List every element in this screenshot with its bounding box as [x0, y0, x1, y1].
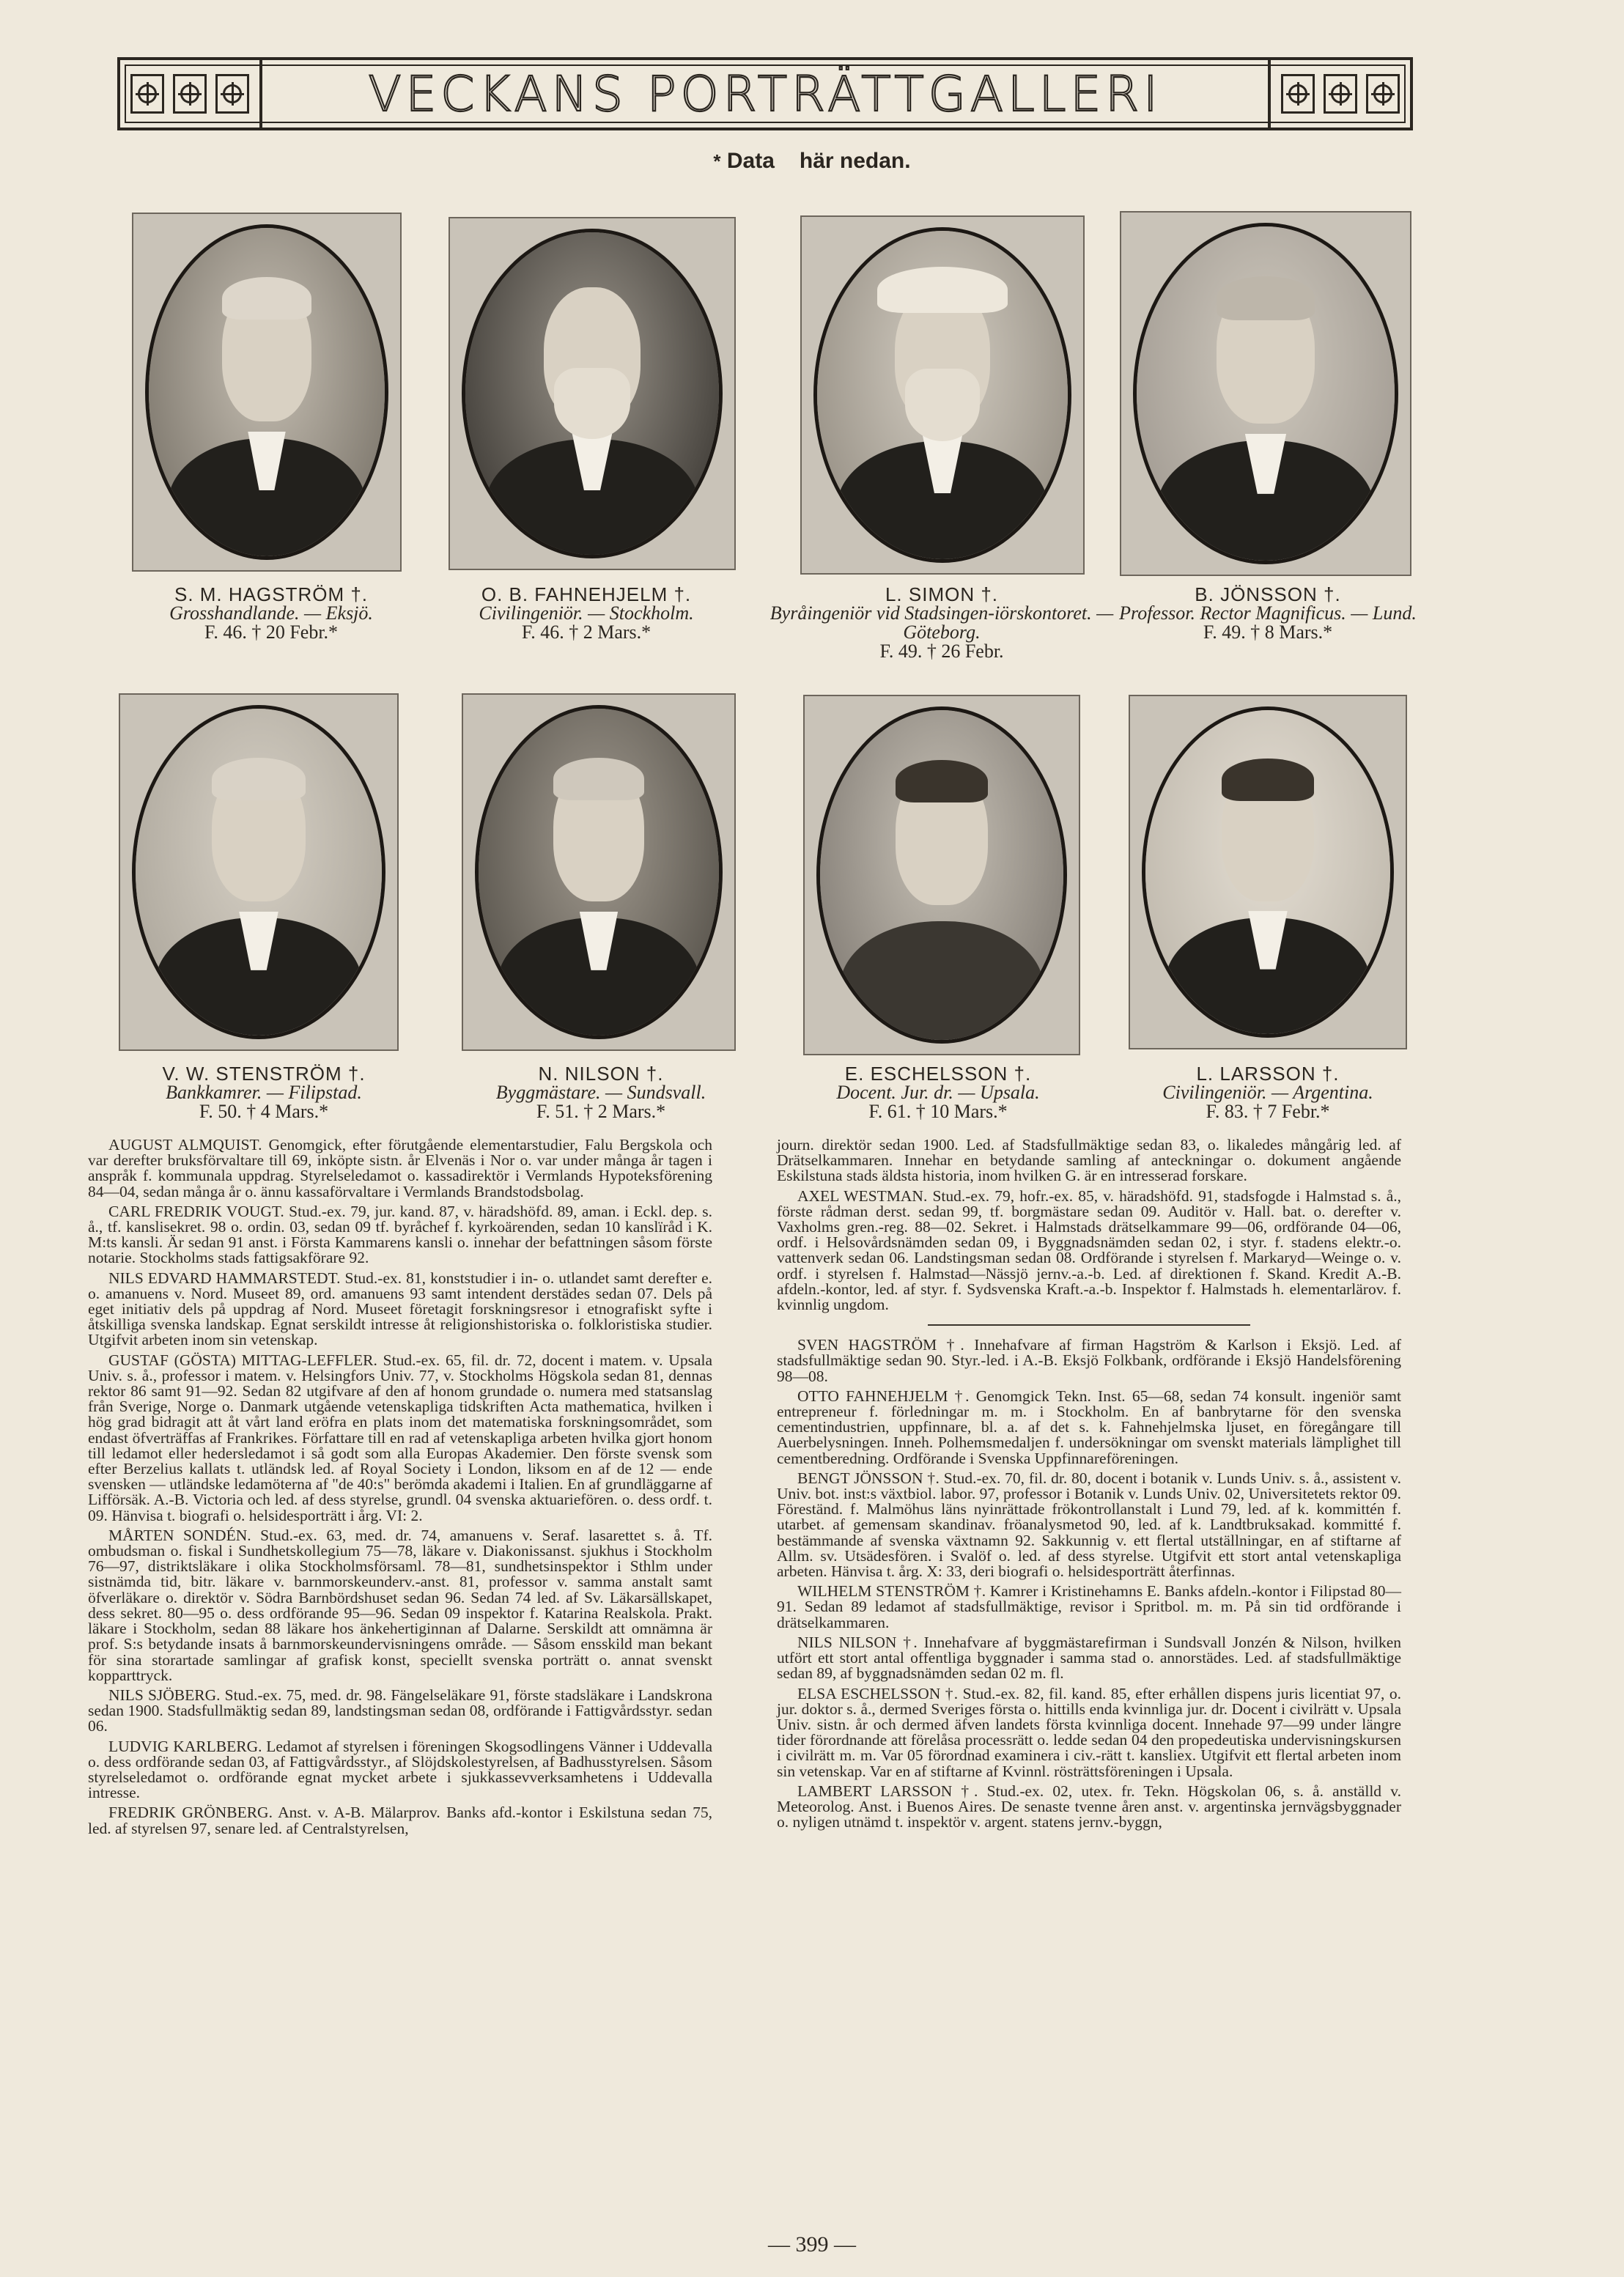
portrait-caption-4 [1107, 585, 1429, 642]
portrait-name: S. M. HAGSTRÖM †. [174, 583, 369, 605]
portrait-caption-2 [425, 585, 748, 642]
portrait-photo-1 [132, 213, 402, 572]
right-column [777, 1137, 1401, 1834]
portrait-name: O. B. FAHNEHJELM †. [481, 583, 692, 605]
subtitle-star: * [713, 150, 721, 172]
portrait-photo-3 [800, 215, 1085, 575]
portrait-dates: F. 49. † 26 Febr. [879, 641, 1004, 662]
obituary-paragraph: SVEN HAGSTRÖM †. Innehafvare af firman Hagström & Karlson i Eksjö. Led. af stadsfullmäktige sedan 90. Styr.-led. i A.-B. Eksjö Folkbank, ordförande i Eksjö Handelsförening 98—08. [777, 1336, 1401, 1385]
obituary-paragraph: NILS NILSON †. Innehafvare af byggmästarefirman i Sundsvall Jonzén & Nilson, hvilken utfört ett stort antal offentliga byggnader i samma stad o. annorstädes. Led. af stadsfullmäktige sedan 89, af byggnadsnämden sedan 02 m. fl. [777, 1633, 1401, 1683]
biography-paragraph: FREDRIK GRÖNBERG. Anst. v. A-B. Mälarprov. Banks afd.-kontor i Eskilstuna sedan 75, led. af styrelsen 97, senare led. af Centralstyrelsen, [88, 1804, 712, 1837]
portrait-role: Professor. Rector Magnificus. — Lund. [1119, 602, 1417, 624]
portrait-role: Docent. Jur. dr. — Upsala. [836, 1082, 1040, 1103]
portrait-name: L. SIMON †. [885, 583, 999, 605]
portrait-caption-8 [1107, 1064, 1429, 1121]
biography-paragraph: CARL FREDRIK VOUGT. Stud.-ex. 79, jur. kand. 87, v. häradshöfd. 89, aman. i Eckl. dep. s. å., tf. kanslisekret. 98 o. ordin. 03, sedan 09 tf. byråchef f. kyrkoärenden, sedan 10 kanslïråd i K. M:ts kansli. Är sedan 91 anst. i Första Kammarens kansli o. innehar der befattningen såsom förste notarie. Stockholms stads fattigsakförare 92. [88, 1202, 712, 1267]
ornament-icon [173, 74, 207, 114]
subtitle-right: här nedan. [799, 149, 911, 173]
portrait-dates: F. 83. † 7 Febr.* [1206, 1101, 1330, 1122]
biography-paragraph: NILS SJÖBERG. Stud.-ex. 75, med. dr. 98. Fängelseläkare 91, förste stadsläkare i Landskrona sedan 1900. Stadsfullmäktig sedan 89, landstingsman sedan 08, ordförande i Fattigvårdsstyr. sedan 06. [88, 1686, 712, 1735]
portrait-caption-7 [777, 1064, 1099, 1121]
ornament-group-right [1268, 60, 1410, 128]
portrait-photo-6 [462, 693, 736, 1051]
portrait-name: E. ESCHELSSON †. [844, 1063, 1032, 1085]
portrait-caption-1 [110, 585, 432, 642]
ornament-icon [1281, 74, 1315, 114]
ornament-icon [215, 74, 249, 114]
subtitle-left: Data [726, 149, 775, 173]
obituary-paragraph: LAMBERT LARSSON †. Stud.-ex. 02, utex. fr. Tekn. Högskolan 06, s. å. anställd v. Meteorolog. Anst. i Buenos Aires. De senaste tvenne åren anst. v. argentinska jernvägsbyggnader o. nyligen utnämd t. inspektör v. argent. statens jernv.-byggn, [777, 1782, 1401, 1831]
portrait-dates: F. 50. † 4 Mars.* [199, 1101, 329, 1122]
portrait-dates: F. 51. † 2 Mars.* [536, 1101, 666, 1122]
portrait-dates: F. 49. † 8 Mars.* [1203, 621, 1333, 643]
obituary-paragraph: OTTO FAHNEHJELM †. Genomgick Tekn. Inst. 65—68, sedan 74 konsult. ingeniör samt entreprenеur f. förledningar m. m. i Stockholm. En af banbrytarne för den svenska cementindustrien, uppfinnare, bl. a. af det s. k. Fahnehjelmska ljuset, en föregångare till Auerbelysningen. Inneh. Polhemsmedaljen f. undersökningar om svenskt materials lämplighet till cementberedning. Ordförande i Svenska Uppfinnareföreningen. [777, 1387, 1401, 1467]
page-number: — 399 — [768, 2232, 856, 2256]
portrait-name: V. W. STENSTRÖM †. [162, 1063, 366, 1085]
portrait-role: Byråingeniör vid Stadsingen-iörskontoret. — Göteborg. [769, 602, 1114, 643]
biography-paragraph: LUDVIG KARLBERG. Ledamot af styrelsen i föreningen Skogsodlingens Vänner i Uddevalla o. dess ordförande sedan 03, af Fattigvårdsstyr., af Slöjdskolestyrelsen, af Badhusstyrelsen. Såsom styrelseledamot o. ordförande egnat mycket arbete i sjukkassevverksamhetens i Uddevalla intresse. [88, 1737, 712, 1802]
biography-paragraph: journ. direktör sedan 1900. Led. af Stadsfullmäktige sedan 83, o. likaledes mångårig led. af Drätselkammaren. Innehar en betydande samling af anteckningar o. dokument angående Eskilstuna stads äldsta historia, inom hvilken G. är en intresserad forskare. [777, 1136, 1401, 1185]
portrait-photo-2 [449, 217, 736, 570]
ornament-icon [1324, 74, 1357, 114]
portrait-caption-3 [769, 585, 1114, 661]
portrait-role: Grosshandlande. — Eksjö. [169, 602, 373, 624]
biography-paragraph: GUSTAF (GÖSTA) MITTAG-LEFFLER. Stud.-ex. 65, fil. dr. 72, docent i matem. v. Upsala Univ. s. å., professor i matem. v. Helsingfors Univ. 77, v. Stockholms Högskola sedan 81, dennas rektor 86 samt 91—92. Sedan 82 utgifvare af den af honom grundade o. numera med statsanslag från Sverige, Norge o. Danmark utgående vetenskapliga tidskriften Acta mathematica, hvilken i hög grad bidragit att åt vårt land eröfra en plats inom det matematiska forskningsområdet, som endast öfverträffas af Frankrikes. Författare till en rad af vetenskapliga arbeten hvilka gjort honom till ledamot eller hedersledamot i så godt som alla Europas Akademier. Den förste svensk som efter Berzelius kallats t. utländsk led. af Royal Society i London, liksom en af de 12 — ende svensken — utländske ledamöterna af "de 40:s" berömda akademi i Italien. En af grundläggarne af Lifförsäk. A.-B. Victoria och led. af dess styrelse, grundl. 04 svenska aktuariefören. o. dess ordf. t. 09. Hänvisa t. biografi o. helsidesporträtt i årg. VI: 2. [88, 1351, 712, 1524]
biography-paragraph: AXEL WESTMAN. Stud.-ex. 79, hofr.-ex. 85, v. häradshöfd. 91, stadsfogde i Halmstad s. å., förste rådman derst. sedan 99, tf. borgmästare sedan 09. Auditör v. Hall. bat. o. derefter v. Vaxholms gren.-reg. 88—02. Sekret. i Halmstads drätselkammare 99—06, ordförande 04—06, ordf. i Helsovårdsnämden sedan 09, i Byggnadsnämden sedan 02, i styr. f. stadens elektr.-o. vattenverk sedan 06. Landstingsman sedan 08. Ordförande i styrelsen f. Markaryd—Weinge o. v. ordf. i styrelsen f. Halmstad—Nässjö jernv.-a.-b. Led. af direktionen f. Skand. Kredit A.-B. afdeln.-kontor, led. af styr. f. Sydsvenska Kraft.-a.-b. Inspektor f. Halmstads h. elementarlärov. f. kvinnlig ungdom. [777, 1187, 1401, 1314]
portrait-photo-4 [1120, 211, 1411, 576]
portrait-dates: F. 61. † 10 Mars.* [868, 1101, 1008, 1122]
obituary-paragraph: WILHELM STENSTRÖM †. Kamrer i Kristinehamns E. Banks afdeln.-kontor i Filipstad 80—91. Sedan 89 ledamot af stadsfullmäktige, revisor i Spritbol. m. m. På sin tid ordförande i drätselkammaren. [777, 1582, 1401, 1631]
masthead-title: VECKANS PORTRÄTTGALLERI [368, 65, 1162, 122]
portrait-name: L. LARSSON †. [1196, 1063, 1340, 1085]
left-column [88, 1137, 712, 1841]
ornament-group-left [120, 60, 262, 128]
subtitle [0, 149, 1624, 174]
biography-paragraph: AUGUST ALMQUIST. Genomgick, efter förutgående elementarstudier, Falu Bergskola och var derefter bruksförvaltare till 69, inköpte sistn. år Elvenäs i Nor o. var under många år tagen i anspråk f. kommunala uppdrag. Styrelseledamot o. kassadirektör i Vermlands Hypoteksförening 84—04, sedan många år o. ännu kassaförvaltare i Vermlands Brandstodsbolag. [88, 1136, 712, 1200]
portrait-dates: F. 46. † 2 Mars.* [521, 621, 652, 643]
portrait-role: Byggmästare. — Sundsvall. [495, 1082, 706, 1103]
portrait-name: B. JÖNSSON †. [1195, 583, 1341, 605]
ornament-icon [1366, 74, 1400, 114]
portrait-role: Civilingeniör. — Stockholm. [479, 602, 694, 624]
obituary-paragraph: BENGT JÖNSSON †. Stud.-ex. 70, fil. dr. 80, docent i botanik v. Lunds Univ. s. å., assistent v. Univ. bot. inst:s växtbiol. labor. 97, professor i Botanik v. Lunds Univ. 02, Universitetets rektor 09. Föreständ. f. Malmöhus läns nyinrättade frökontrollanstalt i Lund 79, led. af k. kommittén f. utarbet. af gemensam skandinav. fröanalysmetod 90, led. af k. Landtbruksakad. kommitté f. bestämmande af svenska växtnamn 92. Sakkunnig v. ett flertal utställningar, en af stiftarne af Allm. sv. Utsädesfören. i Svalöf o. led. af dess styrelse. Utgifvit ett stort antal vetenskapliga arbeten. Hänvisa t. årg. X: 33, deri biografi o. helsidesporträtt återfinnas. [777, 1469, 1401, 1581]
portrait-name: N. NILSON †. [538, 1063, 664, 1085]
portrait-caption-5 [103, 1064, 425, 1121]
ornament-icon [130, 74, 164, 114]
biography-paragraph: NILS EDVARD HAMMARSTEDT. Stud.-ex. 81, konststudier i in- o. utlandet samt derefter e. o. amanuens v. Nord. Museet 89, ord. amanuens 93 samt intendent derstädes sedan 07. Dels på eget initiativ dels på uppdrag af Nord. Museet företagit forskningsresor i etnografiskt syfte i åtskilliga svenska landskap. Egnat serskildt intresse åt religionshistoriska o. folkloristiska studier. Utgifvit arbeten inom sin vetenskap. [88, 1269, 712, 1349]
portrait-role: Bankkamrer. — Filipstad. [166, 1082, 362, 1103]
biography-paragraph: MÅRTEN SONDÉN. Stud.-ex. 63, med. dr. 74, amanuens v. Seraf. lasarettet s. å. Tf. ombudsman o. fiskal i Sundhetskollegium 75—78, läkare v. Diakonissanst. sjukhus i Stockholm 76—97, distriktsläkare i olika Stockholmsförsaml. 78—81, sundhetsinspektor i Sthlm under sistnämda tid, bitr. läkare v. barnmorskeunderv.-anst. 81, professor v. samma anstalt samt öfverläkare o. direktör v. Södra Barnbördshuset sedan 96. Sedan 74 led. af Sv. Läkarsällskapet, dess sekret. 80—95 o. dess ordförande 95—96. Sedan 09 inspektor f. Katarina Realskola. Prakt. läkare i Stockholm, sedan 88 läkare hos änkehertiginnan af Dalarne. Serskildt att omnämna är prof. S:s betydande insats å barnmorskeundervisningens område. — Såsom ensskild man bekant för sina storartade samlingar af grafisk konst, speciellt svenska porträtt o. annat svenskt kopparttryck. [88, 1526, 712, 1684]
masthead [117, 57, 1413, 130]
section-divider [928, 1324, 1250, 1326]
portrait-role: Civilingeniör. — Argentina. [1162, 1082, 1373, 1103]
portrait-photo-7 [803, 695, 1080, 1055]
portrait-caption-6 [440, 1064, 762, 1121]
portrait-dates: F. 46. † 20 Febr.* [204, 621, 339, 643]
portrait-photo-5 [119, 693, 399, 1051]
portrait-photo-8 [1129, 695, 1407, 1049]
obituary-paragraph: ELSA ESCHELSSON †. Stud.-ex. 82, fil. kand. 85, efter erhållen dispens juris licentiat 97, o. jur. doktor s. å., dermed Sveriges första o. hittills enda kvinnliga jur. dr. Docent i civilrätt v. Upsala Univ. sistn. år och dermed äfven landets första kvinnliga docent. Innehade 97—99 under längre tider förordnande att förelåsa processrätt o. ledde sedan 04 den propedeutiska undervisningskursen i civilrätt m. m. Var 05 förordnad examinera i civ.-rätt t. kansliex. Utgifvit ett flertal arbeten inom sin vetenskap. Var en af stiftarne af Kvinnl. rösträttsföreningen i Upsala. [777, 1684, 1401, 1780]
